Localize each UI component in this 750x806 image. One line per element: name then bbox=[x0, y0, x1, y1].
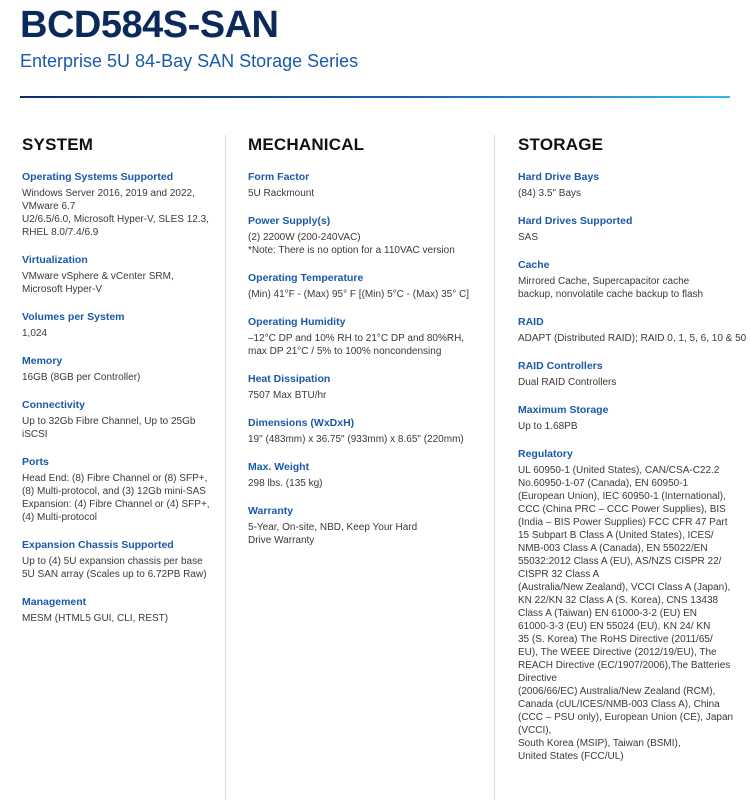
spec-label: Dimensions (WxDxH) bbox=[248, 417, 355, 429]
spec-label: Virtualization bbox=[22, 254, 88, 266]
spec-power-supply bbox=[248, 215, 483, 257]
spec-value: 1,024 bbox=[22, 328, 48, 339]
spec-label: Hard Drives Supported bbox=[518, 215, 633, 227]
spec-value: Dual RAID Controllers bbox=[518, 377, 617, 388]
spec-label: Heat Dissipation bbox=[248, 373, 331, 385]
spec-operating-systems bbox=[22, 171, 227, 239]
spec-label: Operating Temperature bbox=[248, 272, 364, 284]
column-heading: SYSTEM bbox=[22, 135, 94, 154]
spec-value: 16GB (8GB per Controller) bbox=[22, 372, 141, 383]
spec-label: Max. Weight bbox=[248, 461, 310, 473]
spec-value: Windows Server 2016, 2019 and 2022, VMware 6.7 U2/6.5/6.0, Microsoft Hyper-V, SLES 12.3, RHEL 8.0/7.4/6.9 bbox=[22, 188, 209, 238]
spec-value: 7507 Max BTU/hr bbox=[248, 390, 327, 401]
spec-regulatory bbox=[518, 448, 748, 763]
spec-value: SAS bbox=[518, 232, 539, 243]
spec-label: Operating Systems Supported bbox=[22, 171, 174, 183]
spec-value: ADAPT (Distributed RAID); RAID 0, 1, 5, 6, 10 & 50 bbox=[518, 333, 747, 344]
product-subtitle: Enterprise 5U 84-Bay SAN Storage Series bbox=[20, 51, 359, 71]
spec-warranty bbox=[248, 505, 483, 547]
spec-operating-temperature bbox=[248, 272, 483, 301]
spec-virtualization bbox=[22, 254, 227, 296]
spec-value: 19" (483mm) x 36.75" (933mm) x 8.65" (220mm) bbox=[248, 434, 464, 445]
header-divider bbox=[20, 96, 730, 98]
spec-value: –12°C DP and 10% RH to 21°C DP and 80%RH, max DP 21°C / 5% to 100% noncondensing bbox=[248, 333, 465, 357]
spec-value: (84) 3.5" Bays bbox=[518, 188, 582, 199]
spec-value: (2) 2200W (200-240VAC) *Note: There is no option for a 110VAC version bbox=[248, 232, 455, 256]
spec-value: 5U Rackmount bbox=[248, 188, 315, 199]
spec-value: 298 lbs. (135 kg) bbox=[248, 478, 323, 489]
spec-raid bbox=[518, 316, 748, 345]
spec-raid-controllers bbox=[518, 360, 748, 389]
spec-label: Expansion Chassis Supported bbox=[22, 539, 174, 551]
spec-label: RAID bbox=[518, 316, 544, 328]
spec-value: Up to 32Gb Fibre Channel, Up to 25Gb iSCSI bbox=[22, 416, 196, 440]
spec-label: Management bbox=[22, 596, 87, 608]
spec-label: Warranty bbox=[248, 505, 294, 517]
spec-ports bbox=[22, 456, 227, 524]
spec-value: MESM (HTML5 GUI, CLI, REST) bbox=[22, 613, 169, 624]
spec-dimensions bbox=[248, 417, 483, 446]
spec-label: Volumes per System bbox=[22, 311, 125, 323]
spec-value: Up to 1.68PB bbox=[518, 421, 578, 432]
spec-value: 5-Year, On-site, NBD, Keep Your Hard Drive Warranty bbox=[248, 522, 418, 546]
spec-memory bbox=[22, 355, 227, 384]
spec-expansion-chassis bbox=[22, 539, 227, 581]
spec-management bbox=[22, 596, 227, 625]
spec-label: Operating Humidity bbox=[248, 316, 346, 328]
spec-value: Head End: (8) Fibre Channel or (8) SFP+, (8) Multi-protocol, and (3) 12Gb mini-SAS Expansion: (4) Fibre Channel or (4) SFP+, (4) Multi-protocol bbox=[22, 473, 210, 523]
spec-connectivity bbox=[22, 399, 227, 441]
spec-label: Maximum Storage bbox=[518, 404, 609, 416]
spec-value: Mirrored Cache, Supercapacitor cache backup, nonvolatile cache backup to flash bbox=[518, 276, 704, 300]
spec-label: Hard Drive Bays bbox=[518, 171, 600, 183]
spec-operating-humidity bbox=[248, 316, 483, 358]
spec-max-weight bbox=[248, 461, 483, 490]
spec-value: (Min) 41°F - (Max) 95° F [(Min) 5°C - (Max) 35° C] bbox=[248, 289, 470, 300]
spec-volumes bbox=[22, 311, 227, 340]
spec-value: Up to (4) 5U expansion chassis per base 5U SAN array (Scales up to 6.72PB Raw) bbox=[22, 556, 207, 580]
spec-label: Form Factor bbox=[248, 171, 310, 183]
spec-label: Cache bbox=[518, 259, 550, 271]
system-column bbox=[22, 135, 227, 640]
mechanical-column bbox=[248, 135, 483, 562]
spec-label: Ports bbox=[22, 456, 49, 468]
spec-label: RAID Controllers bbox=[518, 360, 603, 372]
storage-column bbox=[518, 135, 748, 778]
column-heading: MECHANICAL bbox=[248, 135, 365, 154]
product-title: BCD584S-SAN bbox=[20, 4, 279, 46]
spec-label: Power Supply(s) bbox=[248, 215, 331, 227]
column-heading: STORAGE bbox=[518, 135, 604, 154]
spec-hard-drives-supported bbox=[518, 215, 748, 244]
spec-label: Regulatory bbox=[518, 448, 573, 460]
spec-hard-drive-bays bbox=[518, 171, 748, 200]
spec-form-factor bbox=[248, 171, 483, 200]
spec-value: UL 60950-1 (United States), CAN/CSA-C22.2 No.60950-1-07 (Canada), EN 60950-1 (European Union), IEC 60950-1 (International), CCC (China PRC – CCC Power Supplies), BIS (India – BIS Power Supplies) FCC CFR 47 Part 15 Subpart B Class A (United States), ICES/ NMB-003 Class A (Canada), EN 55022/EN 55032:2012 Class A (EU), AS/NZS CISPR 22/ CISPR 32 Class A (Australia/New Zealand), VCCI Class A (Japan), KN 22/KN 32 Class A (S. Korea), CNS 13438 Class A (Taiwan) EN 61000-3-2 (EU) EN 61000-3-3 (EU) EN 55024 (EU), KN 24/ KN 35 (S. Korea) The RoHS Directive (2011/65/ EU), The WEEE Directive (2012/19/EU), The REACH Directive (EC/1907/2006),The Batteries Directive (2006/66/EC) Australia/New Zealand (RCM), Canada (cUL/ICES/NMB-003 Class A), China (CCC – PSU only), European Union (CE), Japan (VCCI), South Korea (MSIP), Taiwan (BSMI), United States (FCC/UL) bbox=[518, 465, 734, 762]
spec-value: VMware vSphere & vCenter SRM, Microsoft Hyper-V bbox=[22, 271, 174, 295]
spec-label: Memory bbox=[22, 355, 63, 367]
column-divider bbox=[494, 135, 495, 800]
spec-heat-dissipation bbox=[248, 373, 483, 402]
spec-label: Connectivity bbox=[22, 399, 86, 411]
spec-maximum-storage bbox=[518, 404, 748, 433]
spec-cache bbox=[518, 259, 748, 301]
